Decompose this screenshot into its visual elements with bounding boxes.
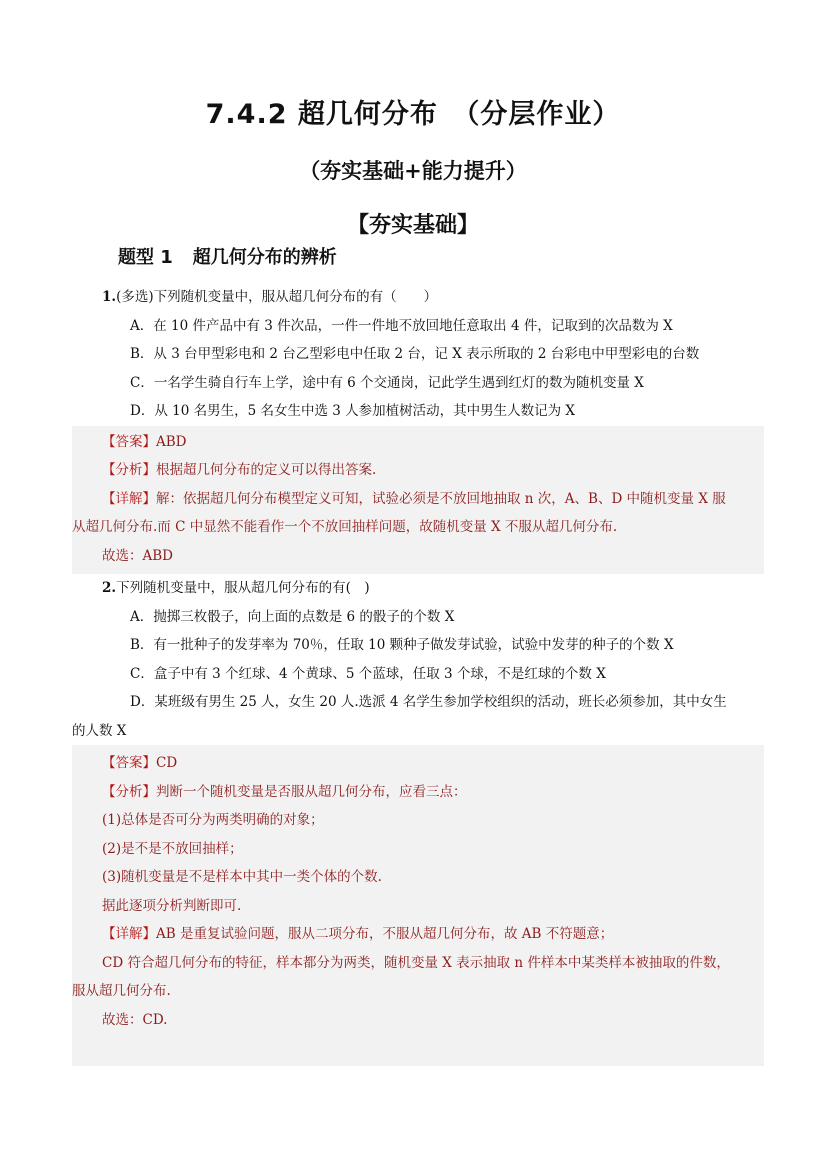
question-type-label: 题型 1 [118,247,173,268]
detail-tag: 【详解】 [102,926,156,942]
question-text: (多选)下列随机变量中，服从超几何分布的有（ ） [116,289,438,305]
analysis-tag: 【分析】 [102,462,156,478]
page-title: 7.4.2 超几何分布 （分层作业） [205,99,621,130]
answer-tag: 【答案】 [102,755,156,771]
option-d: D．从 10 名男生，5 名女生中选 3 人参加植树活动，其中男生人数记为 X [130,403,576,419]
option-a: A．在 10 件产品中有 3 件次品，一件一件地不放回地任意取出 4 件，记取到的次品数为 X [130,317,673,334]
analysis-point: (3)随机变量是不是样本中其中一类个体的个数. [102,869,382,885]
detail-continuation: 服从超几何分布. [72,983,171,999]
answer-value: CD [156,755,178,771]
question-number: 1. [102,289,117,305]
detail-continuation: CD 符合超几何分布的特征，样本都分为两类，随机变量 X 表示抽取 n 件样本中某类样本被抽取的件数， [102,954,730,971]
option-b: B．有一批种子的发芽率为 70％，任取 10 颗种子做发芽试验，试验中发芽的种子的个数 X [130,637,674,653]
detail-tag: 【详解】 [102,490,156,507]
answer-line [72,749,764,778]
option-c: C．一名学生骑自行车上学，途中有 6 个交通岗，记此学生遇到红灯的数为随机变量 X [130,374,644,391]
detail-continuation: 从超几何分布.而 C 中显然不能看作一个不放回抽样问题，故随机变量 X 不服从超几何分布. [72,519,618,535]
question-text: 下列随机变量中，服从超几何分布的有( ) [116,580,370,596]
choice-line: 故选：ABD [102,547,173,564]
analysis-point: 据此逐项分析判断即可. [102,897,242,914]
analysis-text: 根据超几何分布的定义可以得出答案. [156,462,377,478]
section-heading: 【夯实基础】 [346,212,479,238]
detail-line [72,920,764,949]
option-d-continuation: 的人数 X [72,722,127,739]
question-type-name: 超几何分布的辨析 [192,247,337,268]
question-1-stem [72,283,764,312]
detail-text: AB 是重复试验问题，服从二项分布，不服从超几何分布，故 AB 不符题意； [156,926,614,942]
question-type-heading [118,243,337,269]
question-number: 2. [102,580,117,596]
detail-text: 解：依据超几何分布模型定义可知，试验必须是不放回地抽取 n 次，A、B、D 中随机变量 X 服 [156,490,726,507]
analysis-text: 判断一个随机变量是否服从超几何分布，应看三点： [156,783,467,800]
solution-block-2 [72,745,764,1066]
solution-block-1 [72,426,764,575]
option-c: C．盒子中有 3 个红球、4 个黄球、5 个蓝球，任取 3 个球，不是红球的个数 X [130,665,606,682]
question-2-stem [72,574,764,603]
option-b: B．从 3 台甲型彩电和 2 台乙型彩电中任取 2 台，记 X 表示所取的 2 台彩电中甲型彩电的台数 [130,346,700,362]
answer-tag: 【答案】 [102,433,156,450]
answer-value: ABD [156,433,187,450]
analysis-line [72,778,764,807]
analysis-point: (1)总体是否可分为两类明确的对象； [102,812,324,828]
page-subtitle: （夯实基础+能力提升） [299,158,527,183]
option-a: A．抛掷三枚骰子，向上面的点数是 6 的骰子的个数 X [130,608,455,625]
analysis-point: (2)是不是不放回抽样； [102,840,243,857]
option-d: D．某班级有男生 25 人，女生 20 人.选派 4 名学生参加学校组织的活动，班长必须参加，其中女生 [130,694,727,710]
detail-line [72,485,764,514]
choice-line: 故选：CD. [102,1011,168,1028]
analysis-line [72,456,764,485]
answer-line [72,428,764,457]
content-body [72,283,764,1066]
analysis-tag: 【分析】 [102,783,156,800]
